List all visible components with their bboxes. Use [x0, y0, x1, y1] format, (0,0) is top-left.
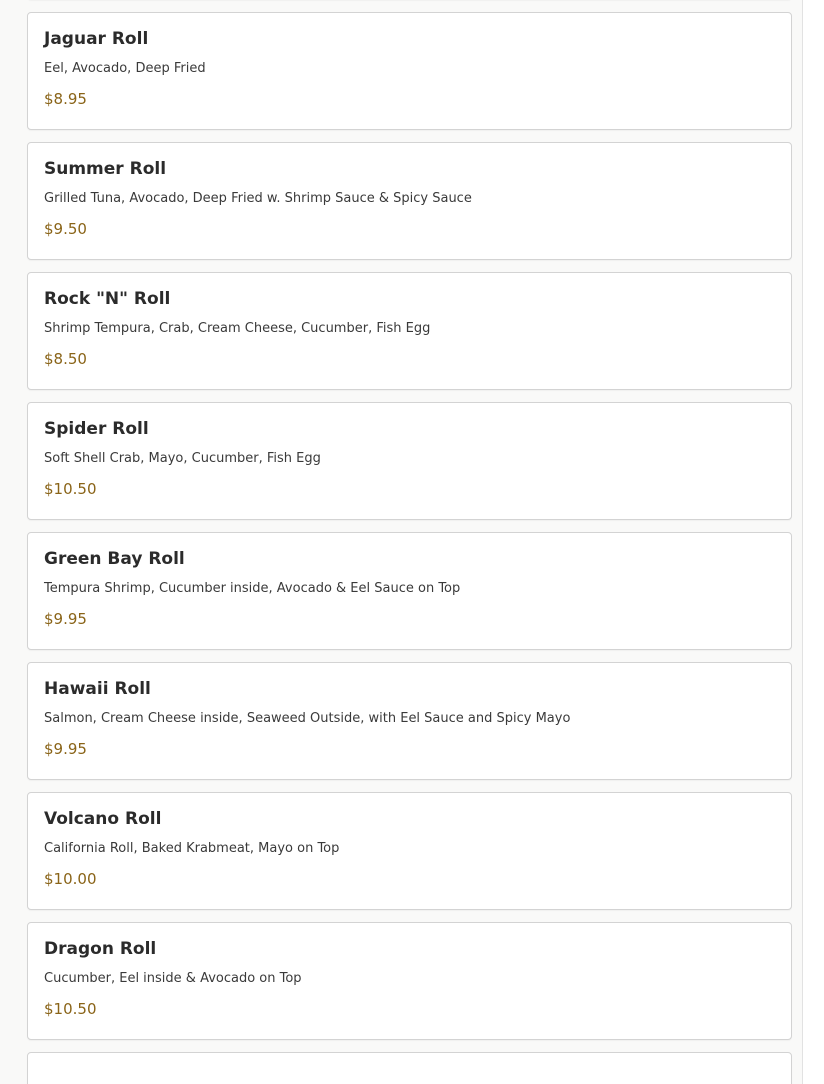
menu-item-name: Volcano Roll — [44, 809, 162, 829]
menu-item-description: Grilled Tuna, Avocado, Deep Fried w. Shrimp Sauce & Spicy Sauce — [44, 191, 472, 206]
menu-item-price: $8.50 — [44, 350, 87, 368]
menu-item-card-dragon-roll[interactable] — [27, 922, 792, 1040]
menu-item-description: Eel, Avocado, Deep Fried — [44, 61, 206, 76]
menu-item-list — [27, 0, 792, 1084]
menu-item-description: Salmon, Cream Cheese inside, Seaweed Outside, with Eel Sauce and Spicy Mayo — [44, 711, 571, 726]
menu-item-card-spider-roll[interactable] — [27, 402, 792, 520]
menu-item-card-hawaii-roll[interactable] — [27, 662, 792, 780]
menu-item-name: Jaguar Roll — [44, 29, 149, 49]
menu-item-description: Soft Shell Crab, Mayo, Cucumber, Fish Egg — [44, 451, 321, 466]
menu-item-price: $10.50 — [44, 480, 97, 498]
menu-item-price: $10.50 — [44, 1000, 97, 1018]
menu-item-card-jaguar-roll[interactable] — [27, 12, 792, 130]
menu-item-name: Green Bay Roll — [44, 549, 185, 569]
menu-item-name: Spider Roll — [44, 419, 149, 439]
menu-item-price: $10.00 — [44, 870, 97, 888]
menu-item-name: Summer Roll — [44, 159, 167, 179]
menu-item-name — [44, 1069, 775, 1084]
menu-item-description: Cucumber, Eel inside & Avocado on Top — [44, 971, 302, 986]
menu-item-description: Shrimp Tempura, Crab, Cream Cheese, Cucumber, Fish Egg — [44, 321, 431, 336]
menu-item-name: Rock "N" Roll — [44, 289, 171, 309]
menu-item-price: $9.50 — [44, 220, 87, 238]
menu-item-card-green-bay-roll[interactable] — [27, 532, 792, 650]
menu-item-price: $9.95 — [44, 610, 87, 628]
menu-item-card-volcano-roll[interactable] — [27, 792, 792, 910]
menu-item-card[interactable] — [27, 1052, 792, 1084]
menu-item-description: Tempura Shrimp, Cucumber inside, Avocado & Eel Sauce on Top — [44, 581, 461, 596]
menu-item-name: Dragon Roll — [44, 939, 157, 959]
menu-item-price: $9.95 — [44, 740, 87, 758]
menu-item-price: $8.95 — [44, 90, 87, 108]
menu-item-card-summer-roll[interactable] — [27, 142, 792, 260]
menu-item-description: California Roll, Baked Krabmeat, Mayo on Top — [44, 841, 340, 856]
menu-item-name: Hawaii Roll — [44, 679, 151, 699]
menu-item-card-rock-n-roll[interactable] — [27, 272, 792, 390]
